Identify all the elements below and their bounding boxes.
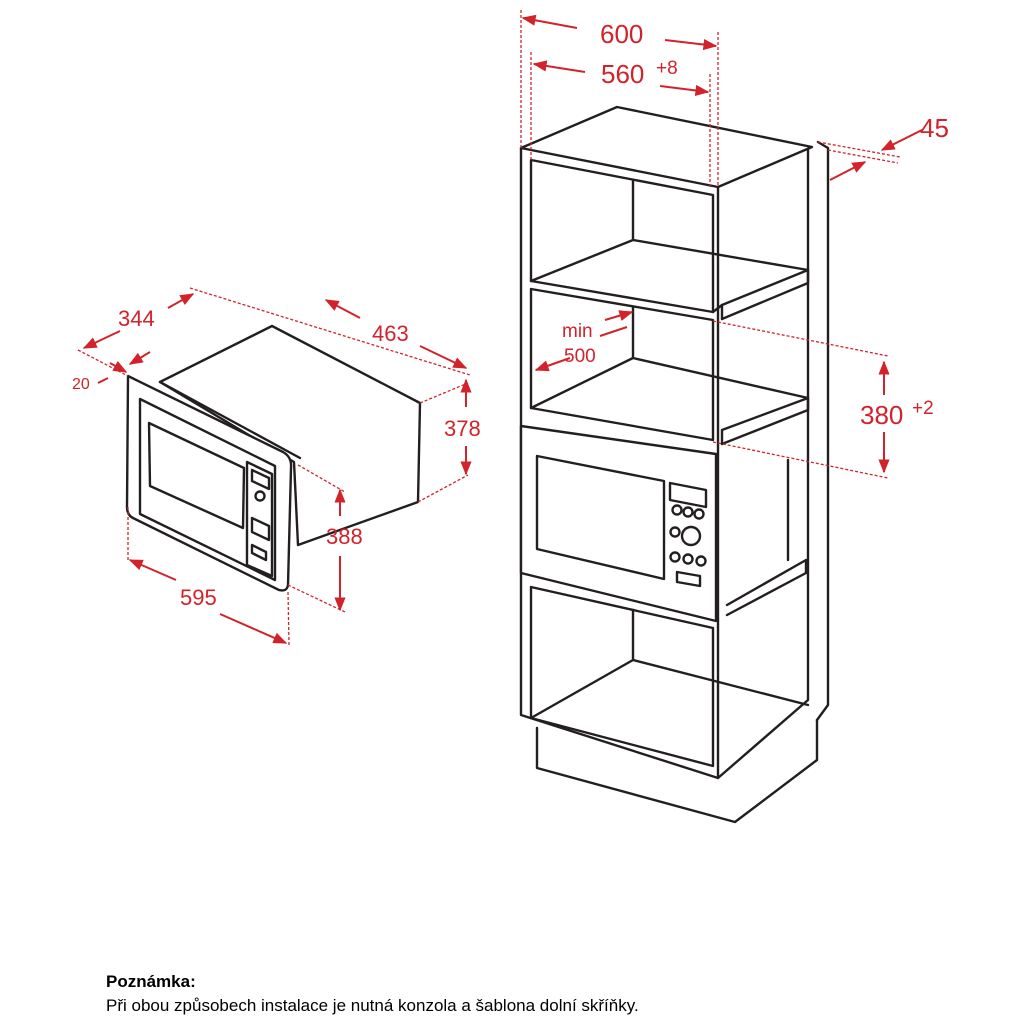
installation-note xyxy=(106,970,986,1018)
ext-line xyxy=(828,150,898,163)
dim-label-front-height: 388 xyxy=(326,524,363,549)
dim-label-wall-gap: 45 xyxy=(920,113,949,143)
shelf-2-front xyxy=(722,398,808,444)
cabinet-top xyxy=(521,107,812,187)
dim-label-min-depth: 500 xyxy=(564,346,596,367)
ext-line xyxy=(418,475,468,502)
compartment-bottom-back xyxy=(531,610,633,718)
compartment-bottom-floor xyxy=(633,660,808,705)
compartment-top-back xyxy=(531,180,633,281)
dim-arrow-600-start xyxy=(523,18,577,28)
dim-arrow-20-line xyxy=(98,378,108,383)
dim-arrow-463-end xyxy=(420,346,466,368)
dim-label-body-depth: 463 xyxy=(372,321,409,346)
note-text: Při obou způsobech instalace je nutná konzola a šablona dolní skříňky. xyxy=(106,996,639,1015)
dim-arrow-45-b xyxy=(830,162,865,180)
dim-label-inner-width-tolerance: +8 xyxy=(656,58,678,79)
dim-arrow-595-start xyxy=(130,560,176,580)
ext-line xyxy=(420,383,468,403)
cabinet-plinth xyxy=(537,720,817,822)
dim-arrow-560-start xyxy=(534,64,585,72)
ext-line xyxy=(818,142,900,157)
dim-label-inner-width: 560 xyxy=(601,59,645,89)
dim-arrow-344-start xyxy=(84,331,120,348)
microwave-drawing xyxy=(72,288,481,645)
dim-label-depth: 344 xyxy=(118,306,155,331)
note-title: Poznámka: xyxy=(106,972,196,991)
ext-line xyxy=(713,442,888,478)
dim-label-front-width: 595 xyxy=(180,585,217,610)
dim-arrow-560-end xyxy=(660,86,708,92)
shelf-1-front xyxy=(722,270,808,319)
dim-arrow-344-end xyxy=(168,294,193,308)
shelf-3 xyxy=(727,560,806,615)
ext-line xyxy=(713,321,888,356)
ext-line xyxy=(78,350,128,376)
dim-arrow-463-start xyxy=(326,300,360,318)
compartment-top xyxy=(531,160,713,312)
dim-label-height: 378 xyxy=(444,416,481,441)
dim-label-min: min xyxy=(562,321,593,342)
ext-line xyxy=(288,585,345,612)
dim-label-frame-depth: 20 xyxy=(72,376,90,393)
dim-label-outer-width: 600 xyxy=(600,19,644,49)
ext-line xyxy=(288,592,289,645)
dim-arrow-500-end xyxy=(605,312,632,320)
dim-label-niche-height-tolerance: +2 xyxy=(912,398,934,419)
cabinet-right-side xyxy=(718,148,808,778)
dim-label-niche-height: 380 xyxy=(860,400,904,430)
dim-arrow-min-line xyxy=(600,327,627,336)
dim-arrow-20-b xyxy=(130,352,150,364)
cabinet-drawing xyxy=(521,10,949,822)
cabinet-wall-panel xyxy=(817,142,828,720)
dim-arrow-600-end xyxy=(665,40,716,46)
dim-arrow-45-a xyxy=(882,130,922,150)
dim-arrow-595-end xyxy=(220,614,286,643)
